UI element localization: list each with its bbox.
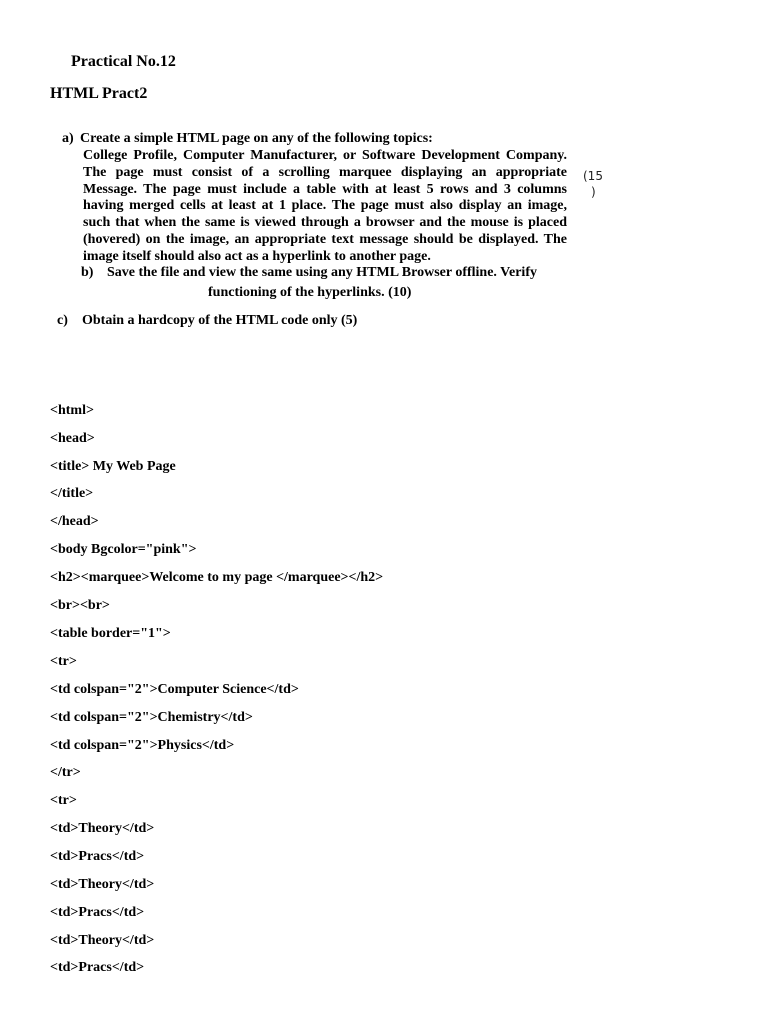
code-line: </tr>: [50, 765, 81, 780]
code-line: <td>Pracs</td>: [50, 960, 145, 975]
code-line: <td colspan="2">Physics</td>: [50, 738, 235, 753]
code-line: <td colspan="2">Chemistry</td>: [50, 710, 253, 725]
code-line: <head>: [50, 431, 95, 446]
code-line: <td>Theory</td>: [50, 877, 155, 892]
practical-number: Practical No.12: [71, 53, 176, 70]
question-a-line: image itself should also act as a hyperlink to another page.: [83, 249, 431, 264]
code-line: <h2><marquee>Welcome to my page </marquee></h2>: [50, 570, 384, 585]
code-line: <td>Pracs</td>: [50, 849, 145, 864]
question-a-line: (hovered) on the image, an appropriate text message should be displayed. The: [83, 232, 567, 247]
question-a-first-line: Create a simple HTML page on any of the following topics:: [80, 131, 433, 146]
code-line: </title>: [50, 486, 94, 501]
code-line: <tr>: [50, 654, 77, 669]
code-line: <br><br>: [50, 598, 110, 613]
question-a-line: The page must consist of a scrolling marquee displaying an appropriate: [83, 165, 567, 180]
question-b-line1: Save the file and view the same using any HTML Browser offline. Verify: [107, 265, 537, 280]
question-b-marker: b): [81, 265, 94, 280]
code-line: <td>Theory</td>: [50, 821, 155, 836]
question-a-marks-close: ): [591, 185, 596, 199]
question-a-line: Message. The page must include a table with at least 5 rows and 3 columns: [83, 182, 567, 197]
question-a-line: such that when the same is viewed through a browser and the mouse is placed: [83, 215, 567, 230]
code-line: <td>Pracs</td>: [50, 905, 145, 920]
page-title: HTML Pract2: [50, 85, 148, 102]
code-line: <tr>: [50, 793, 77, 808]
question-b-line2: functioning of the hyperlinks. (10): [208, 285, 412, 300]
code-line: </head>: [50, 514, 99, 529]
code-line: <html>: [50, 403, 94, 418]
code-line: <title> My Web Page: [50, 459, 176, 474]
question-a-marks: (15: [583, 169, 603, 183]
code-line: <body Bgcolor="pink">: [50, 542, 197, 557]
code-line: <table border="1">: [50, 626, 171, 641]
code-line: <td colspan="2">Computer Science</td>: [50, 682, 299, 697]
question-a-line: College Profile, Computer Manufacturer, or Software Development Company.: [83, 148, 567, 163]
question-c-marker: c): [57, 313, 68, 328]
question-a-marker: a): [62, 131, 74, 146]
question-a-line: having merged cells at least at 1 place. The page must also display an image,: [83, 198, 567, 213]
code-line: <td>Theory</td>: [50, 933, 155, 948]
question-c-text: Obtain a hardcopy of the HTML code only (5): [82, 313, 358, 328]
